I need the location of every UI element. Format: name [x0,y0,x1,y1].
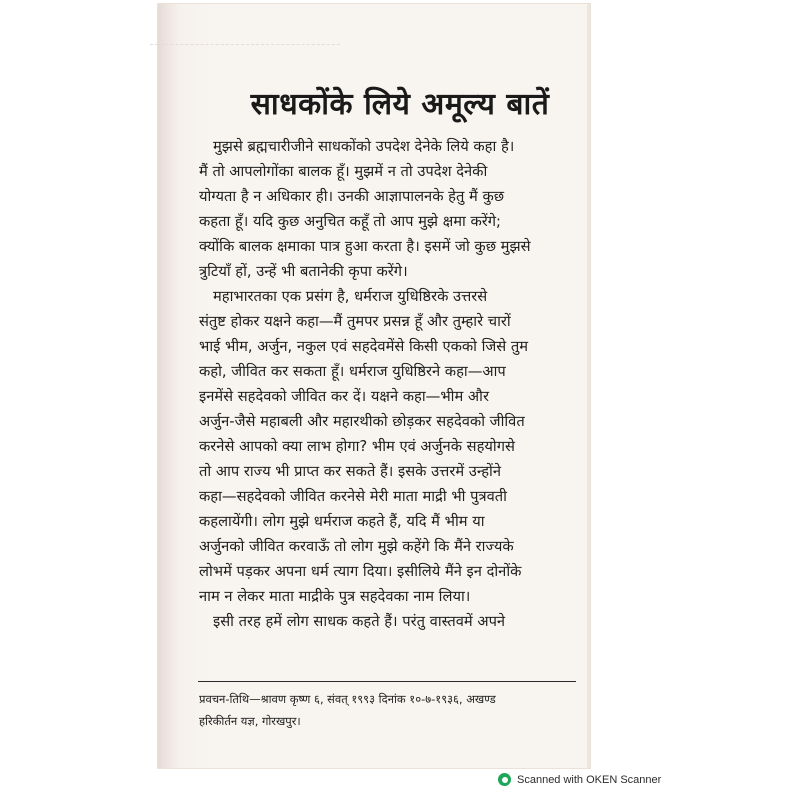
body-line: अर्जुनको जीवित करवाऊँ तो लोग मुझे कहेंगे कि मैंने राज्यके [199,538,514,555]
body-line: अर्जुन-जैसे महाबली और महारथीको छोड़कर सहदेवको जीवित [199,413,525,430]
body-line: त्रुटियाँ हों, उन्हें भी बतानेकी कृपा करेंगे। [199,263,408,280]
bleed-through-header [150,44,340,46]
body-line: कहा—सहदेवको जीवित करनेसे मेरी माता माद्री भी पुत्रवती [199,488,507,505]
body-line: मुझसे ब्रह्मचारीजीने साधकोंको उपदेश देनेके लिये कहा है। [213,138,515,155]
footnote [199,688,579,732]
body-line: तो आप राज्य भी प्राप्त कर सकते हैं। इसके उत्तरमें उन्होंने [199,463,501,480]
body-line: कहता हूँ। यदि कुछ अनुचित कहूँ तो आप मुझे क्षमा करेंगे; [199,213,501,230]
body-line: मैं तो आपलोगोंका बालक हूँ। मुझमें न तो उपदेश देनेकी [199,163,488,180]
body-line: भाई भीम, अर्जुन, नकुल एवं सहदेवमेंसे किसी एकको जिसे तुम [199,338,529,355]
body-line: नाम न लेकर माता माद्रीके पुत्र सहदेवका नाम लिया। [199,588,471,605]
body-line: करनेसे आपको क्या लाभ होगा? भीम एवं अर्जुनके सहयोगसे [199,438,515,455]
body-line: इसी तरह हमें लोग साधक कहते हैं। परंतु वास्तवमें अपने [213,613,506,630]
page-title: साधकोंके लिये अमूल्य बातें [250,87,550,122]
body-line: कहलायेंगी। लोग मुझे धर्मराज कहते हैं, यदि मैं भीम या [199,513,485,530]
body-line: योग्यता है न अधिकार ही। उनकी आज्ञापालनके हेतु मैं कुछ [199,188,505,205]
footnote-line: हरिकीर्तन यज्ञ, गोरखपुर। [199,714,301,728]
body-line: कहो, जीवित कर सकता हूँ। धर्मराज युधिष्ठिरने कहा—आप [199,363,506,380]
body-line: क्योंकि बालक क्षमाका पात्र हुआ करता है। इसमें जो कुछ मुझसे [199,238,531,255]
scanner-watermark-text: Scanned with OKEN Scanner [517,773,662,786]
footnote-divider [198,681,576,682]
footnote-line: प्रवचन-तिथि—श्रावण कृष्ण ६, संवत् १९९३ दिनांक १०-७-१९३६, अखण्ड [199,692,496,706]
body-text [199,134,575,634]
body-line: इनमेंसे सहदेवको जीवित कर दें। यक्षने कहा—भीम और [199,388,489,405]
body-line: लोभमें पड़कर अपना धर्म त्याग दिया। इसीलिये मैंने इन दोनोंके [199,563,522,580]
scanner-logo-icon [498,773,511,786]
body-line: संतुष्ट होकर यक्षने कहा—मैं तुमपर प्रसन्न हूँ और तुम्हारे चारों [199,313,511,330]
scanner-watermark [498,773,661,786]
body-line: महाभारतका एक प्रसंग है, धर्मराज युधिष्ठिरके उत्तरसे [213,288,488,305]
